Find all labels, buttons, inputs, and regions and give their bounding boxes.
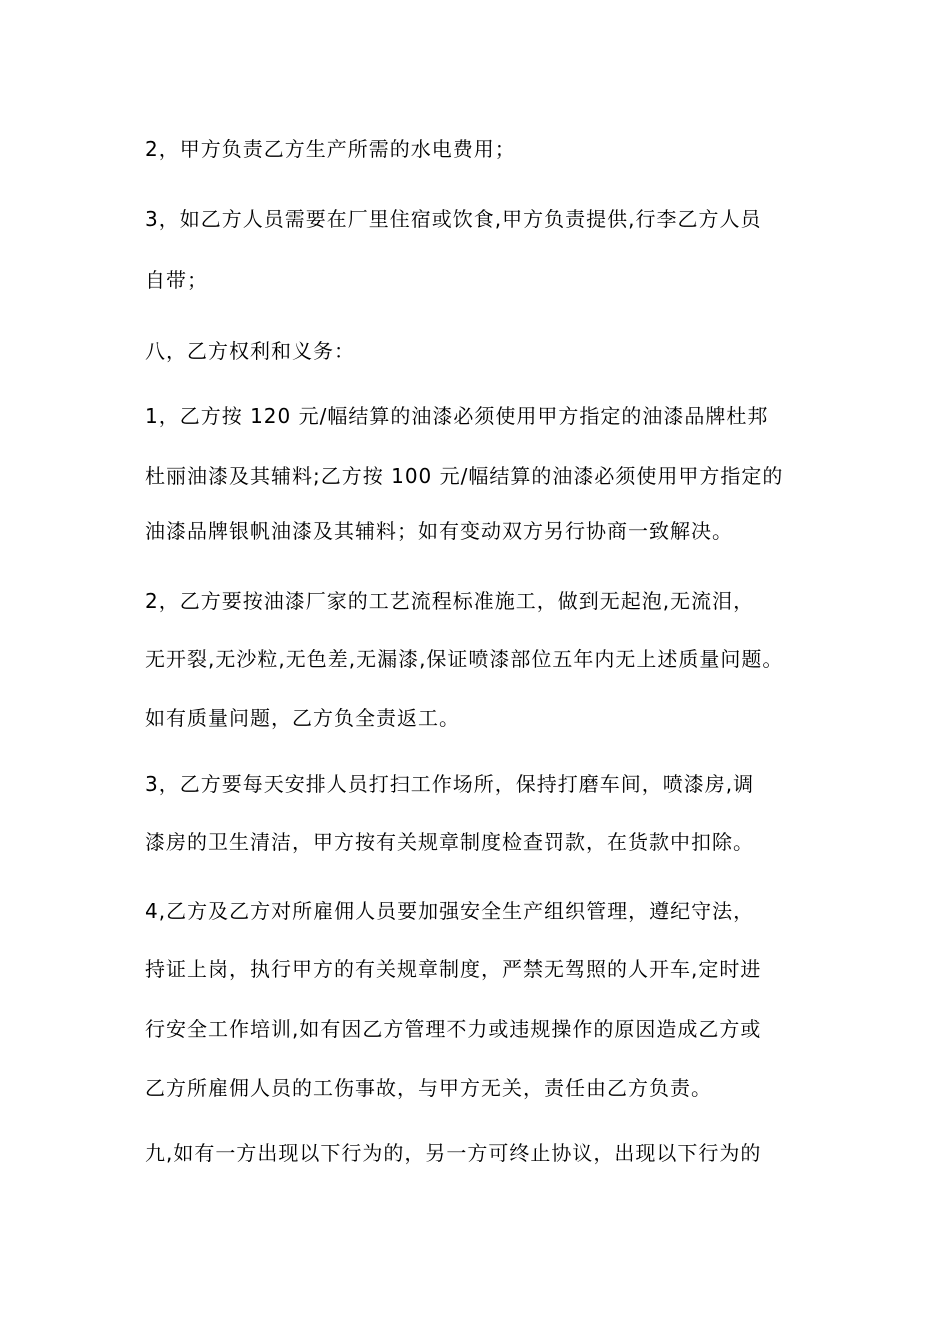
clause-8-2-line-2: 无开裂,无沙粒,无色差,无漏漆,保证喷漆部位五年内无上述质量问题。 <box>145 647 784 671</box>
clause-8-4-line-1: 4,乙方及乙方对所雇佣人员要加强安全生产组织管理，遵纪守法， <box>145 899 755 923</box>
clause-7-3-line-2: 自带； <box>145 268 208 292</box>
clause-8-3-line-1: 3，乙方要每天安排人员打扫工作场所，保持打磨车间，喷漆房,调 <box>145 772 755 796</box>
clause-7-2-line: 2，甲方负责乙方生产所需的水电费用； <box>145 137 516 161</box>
clause-8-4-line-4: 乙方所雇佣人员的工伤事故，与甲方无关，责任由乙方负责。 <box>145 1076 712 1100</box>
clause-8-3-line-2: 漆房的卫生清洁，甲方按有关规章制度检查罚款，在货款中扣除。 <box>145 830 754 854</box>
section-9-line-1: 九,如有一方出现以下行为的，另一方可终止协议，出现以下行为的 <box>145 1141 762 1165</box>
clause-8-1-line-1: 1，乙方按 120 元/幅结算的油漆必须使用甲方指定的油漆品牌杜邦 <box>145 404 769 428</box>
clause-8-4-line-3: 行安全工作培训,如有因乙方管理不力或违规操作的原因造成乙方或 <box>145 1017 762 1041</box>
clause-8-2-line-1: 2，乙方要按油漆厂家的工艺流程标准施工，做到无起泡,无流泪， <box>145 589 755 613</box>
clause-8-1-line-2: 杜丽油漆及其辅料;乙方按 100 元/幅结算的油漆必须使用甲方指定的 <box>145 464 784 488</box>
clause-8-1-line-3: 油漆品牌银帆油漆及其辅料；如有变动双方另行协商一致解决。 <box>145 519 733 543</box>
clause-8-4-line-2: 持证上岗，执行甲方的有关规章制度，严禁无驾照的人开车,定时进 <box>145 957 762 981</box>
clause-7-3-line-1: 3，如乙方人员需要在厂里住宿或饮食,甲方负责提供,行李乙方人员 <box>145 207 762 231</box>
clause-8-2-line-3: 如有质量问题，乙方负全责返工。 <box>145 706 460 730</box>
section-8-heading: 八，乙方权利和义务： <box>145 339 355 363</box>
